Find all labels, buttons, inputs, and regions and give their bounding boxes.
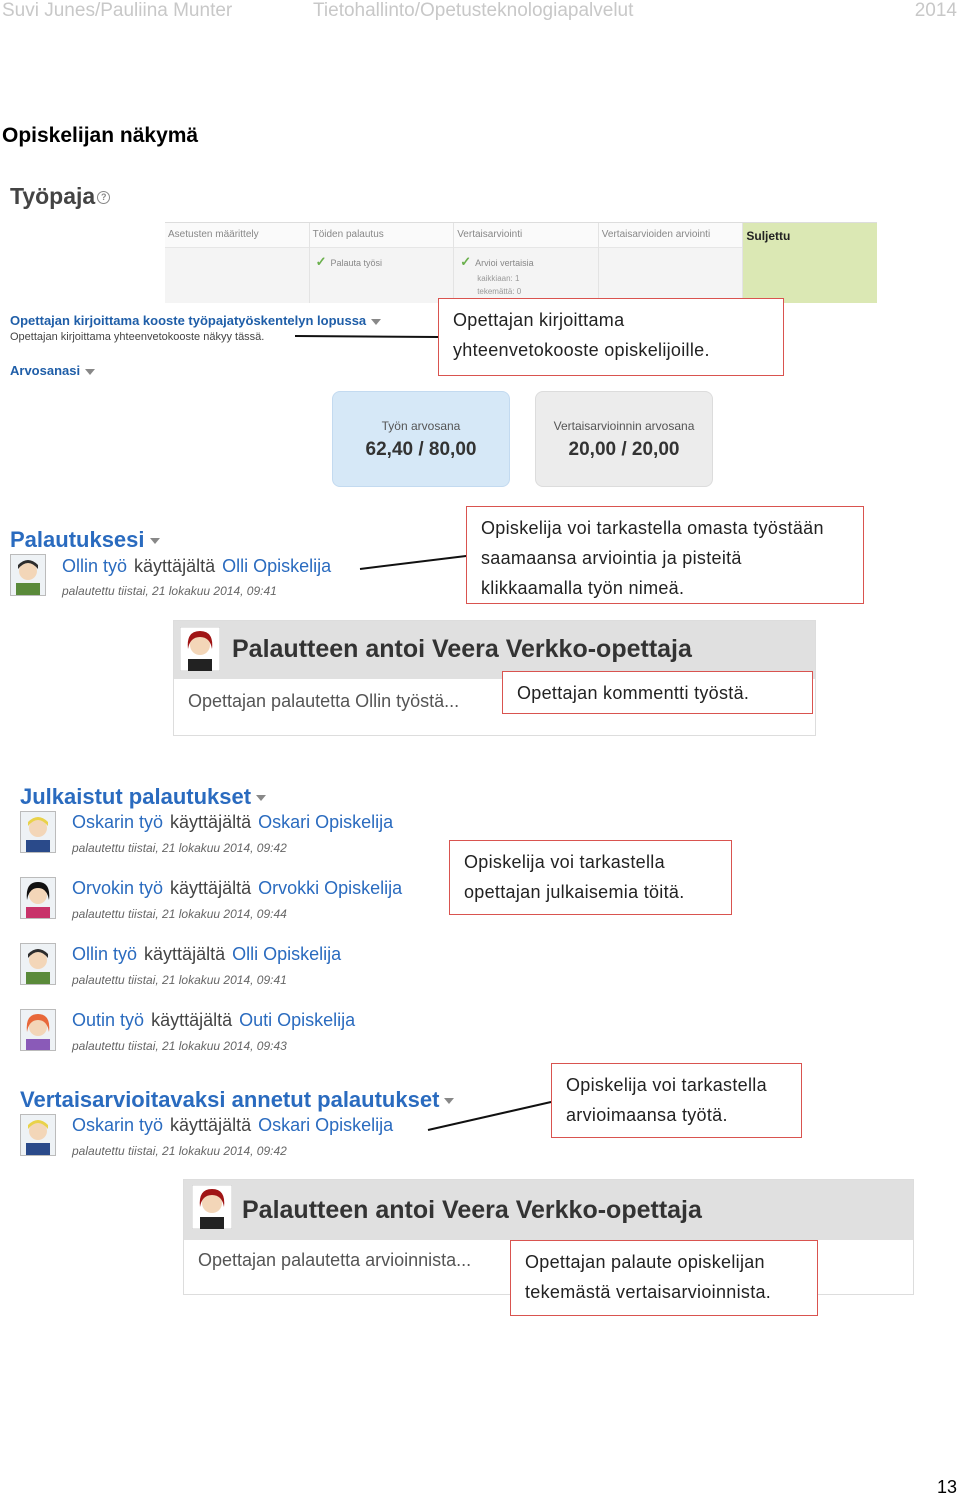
workshop-title-text: Työpaja bbox=[10, 183, 96, 209]
item-author: Oskari Opiskelija bbox=[258, 812, 394, 832]
callout-line: arvioimaansa työtä. bbox=[566, 1105, 728, 1125]
task-label: Palauta työsi bbox=[330, 258, 383, 268]
callout-line: Opiskelija voi tarkastella bbox=[566, 1075, 767, 1095]
callout-line: Opettajan kommentti työstä. bbox=[517, 683, 750, 703]
callout-line: Opettajan kirjoittama bbox=[453, 310, 625, 330]
page-number: 13 bbox=[936, 1477, 957, 1497]
item-by: käyttäjältä bbox=[170, 878, 252, 898]
header-year: 2014 bbox=[914, 0, 957, 21]
item-author: Oskari Opiskelija bbox=[258, 1115, 394, 1135]
item-by: käyttäjältä bbox=[170, 1115, 252, 1135]
section-title: Opiskelijan näkymä bbox=[2, 124, 199, 147]
published-heading-text: Julkaistut palautukset bbox=[20, 784, 252, 809]
callout-own-submission bbox=[466, 506, 864, 604]
task-label: Arvioi vertaisia bbox=[475, 258, 534, 268]
item-author: Outi Opiskelija bbox=[239, 1010, 356, 1030]
item-by: käyttäjältä bbox=[170, 812, 252, 832]
your-submission-heading-text: Palautuksesi bbox=[10, 527, 145, 552]
callout-teacher-comment bbox=[502, 671, 813, 714]
header-department: Tietohallinto/Opetusteknologiapalvelut bbox=[313, 0, 634, 21]
check-icon: ✓ bbox=[460, 254, 472, 269]
grade-label: Työn arvosana bbox=[381, 419, 461, 433]
callout-line: Opiskelija voi tarkastella bbox=[464, 852, 665, 872]
header-authors: Suvi Junes/Pauliina Munter bbox=[2, 0, 233, 21]
callout-conclusion bbox=[438, 298, 784, 376]
feedback-text: Opettajan palautetta arvioinnista... bbox=[198, 1250, 472, 1270]
arrow-submission bbox=[360, 556, 466, 569]
grade-value: 20,00 / 20,00 bbox=[568, 439, 680, 460]
callout-peer-feedback bbox=[510, 1240, 818, 1316]
item-date: palautettu tiistai, 21 lokakuu 2014, 09:42 bbox=[72, 841, 287, 855]
phase-label: Vertaisarvioiden arviointi bbox=[599, 223, 743, 248]
arrow-allocated bbox=[428, 1102, 551, 1130]
submission-author: Olli Opiskelija bbox=[222, 556, 332, 576]
item-date: palautettu tiistai, 21 lokakuu 2014, 09:43 bbox=[72, 1039, 287, 1053]
help-icon[interactable]: ? bbox=[97, 191, 110, 204]
callout-line: saamaansa arviointia ja pisteitä bbox=[481, 548, 742, 568]
feedback-text: Opettajan palautetta Ollin työstä... bbox=[188, 691, 460, 711]
arrow-conclusion bbox=[295, 336, 438, 337]
item-title: Outin työ bbox=[72, 1010, 145, 1030]
item-author: Orvokki Opiskelija bbox=[258, 878, 403, 898]
submission-title: Ollin työ bbox=[62, 556, 128, 576]
check-icon: ✓ bbox=[315, 254, 327, 269]
phase-label: Vertaisarviointi bbox=[454, 223, 598, 248]
phase-label: Suljettu bbox=[746, 229, 791, 243]
callout-line: opettajan julkaisemia töitä. bbox=[464, 882, 685, 902]
item-date: palautettu tiistai, 21 lokakuu 2014, 09:44 bbox=[72, 907, 287, 921]
task-detail: kaikkiaan: 1 bbox=[477, 274, 520, 283]
task-detail: tekemättä: 0 bbox=[477, 287, 522, 296]
grade-value: 62,40 / 80,00 bbox=[365, 439, 477, 460]
item-by: käyttäjältä bbox=[144, 944, 226, 964]
callout-line: yhteenvetokooste opiskelijoille. bbox=[453, 340, 710, 360]
feedback-title: Palautteen antoi Veera Verkko-opettaja bbox=[232, 635, 692, 663]
item-title: Orvokin työ bbox=[72, 878, 164, 898]
item-title: Ollin työ bbox=[72, 944, 138, 964]
item-by: käyttäjältä bbox=[151, 1010, 233, 1030]
feedback-title: Palautteen antoi Veera Verkko-opettaja bbox=[242, 1196, 702, 1224]
callout-allocated bbox=[551, 1063, 802, 1138]
item-title: Oskarin työ bbox=[72, 812, 164, 832]
phase-label: Töiden palautus bbox=[310, 223, 454, 248]
callout-published bbox=[449, 840, 732, 915]
submission-date: palautettu tiistai, 21 lokakuu 2014, 09:41 bbox=[62, 584, 277, 598]
item-author: Olli Opiskelija bbox=[232, 944, 342, 964]
grade-label: Vertaisarvioinnin arvosana bbox=[553, 419, 695, 433]
item-date: palautettu tiistai, 21 lokakuu 2014, 09:42 bbox=[72, 1144, 287, 1158]
item-title: Oskarin työ bbox=[72, 1115, 164, 1135]
item-date: palautettu tiistai, 21 lokakuu 2014, 09:41 bbox=[72, 973, 287, 987]
callout-line: Opettajan palaute opiskelijan bbox=[525, 1252, 765, 1272]
callout-line: klikkaamalla työn nimeä. bbox=[481, 578, 685, 598]
allocated-heading-text: Vertaisarvioitavaksi annetut palautukset bbox=[20, 1087, 440, 1112]
callout-line: Opiskelija voi tarkastella omasta työstään bbox=[481, 518, 824, 538]
conclusion-text: Opettajan kirjoittama yhteenvetokooste näkyy tässä. bbox=[10, 331, 265, 343]
phase-label: Asetusten määrittely bbox=[165, 223, 309, 248]
conclusion-title: Opettajan kirjoittama kooste työpajatyöskentelyn lopussa bbox=[10, 313, 367, 328]
grades-heading-text: Arvosanasi bbox=[10, 363, 81, 378]
callout-line: tekemästä vertaisarvioinnista. bbox=[525, 1282, 772, 1302]
submission-by: käyttäjältä bbox=[134, 556, 216, 576]
